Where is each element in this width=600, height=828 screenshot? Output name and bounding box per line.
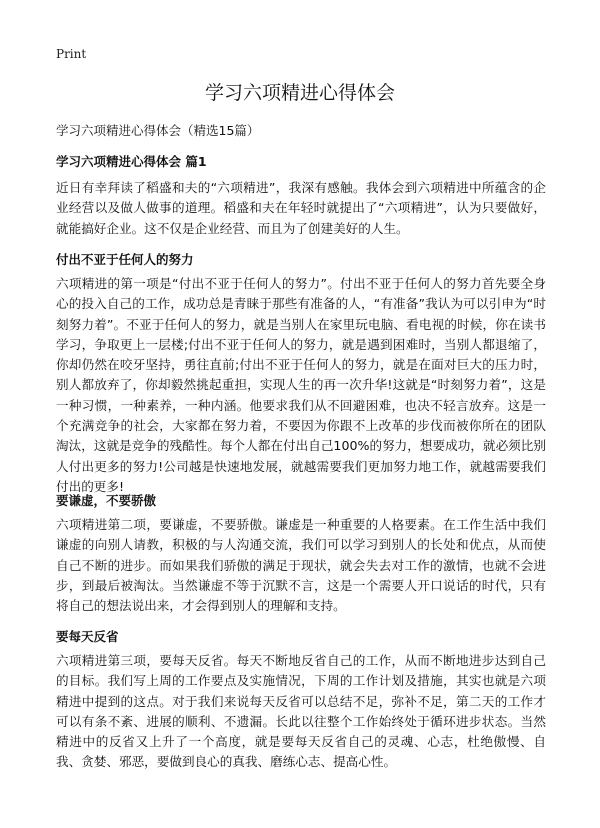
reflection-paragraph: 六项精进第三项，要每天反省。每天不断地反省自己的工作，从而不断地进步达到自己的目标。我们写上周的工作要点及实施情况，下周的工作计划及措施，其实也就是六项精进中提到的这点。对于我们来说每天反省可以总结不足，弥补不足，第二天的工作才可以有条不紊、进展的顺利、不遗漏。长此以往整个工作始终处于循环进步状态。当然精进中的反省又上升了一个高度，就是要每天反省自己的灵魂、心志，杜绝傲慢、自我、贪婪、邪恶，要做到良心的真我、磨练心志、提高心性。 — [56, 653, 546, 770]
effort-paragraph: 六项精进的第一项是“付出不亚于任何人的努力”。付出不亚于任何人的努力首先要全身心的投入自己的工作，成功总是青睐于那些有准备的人，“有准备”我认为可以引申为“时刻努力着”。不亚于任何人的努力，就是当别人在家里玩电脑、看电视的时候，你在读书学习，争取更上一层楼;付出不亚于任何人的努力，就是遇到困难时，当别人都退缩了，你却仍然在咬牙坚持，勇往直前;付出不亚于任何人的努力，就是在面对巨大的压力时，别人都放弃了，你却毅然挑起重担，实现人生的再一次升华!这就是“时刻努力着”，这是一种习惯，一种素养，一种内涵。他要求我们从不回避困难，也决不轻言放弃。这是一个充满竞争的社会，大家都在努力着，不要因为你跟不上改革的步伐而被你所在的团队淘汰，这就是竞争的残酷性。每个人都在付出自己100%的努力，想要成功，就必须比别人付出更多的努力!公司越是快速地发展，就越需要我们更加努力地工作，就越需要我们付出的更多! — [56, 276, 546, 494]
document-title: 学习六项精进心得体会 — [204, 82, 395, 104]
document-subtitle: 学习六项精进心得体会（精选15篇） — [56, 123, 260, 138]
intro-paragraph: 近日有幸拜读了稻盛和夫的“六项精进”，我深有感触。我体会到六项精进中所蕴含的企业经营以及做人做事的道理。稻盛和夫在年轻时就提出了“六项精进”，认为只要做好，就能搞好企业。这不仅是企业经营、而且为了创建美好的人生。 — [56, 180, 546, 236]
section-heading-reflection: 要每天反省 — [56, 629, 119, 644]
section-heading-effort: 付出不亚于任何人的努力 — [56, 252, 194, 267]
humility-paragraph: 六项精进第二项，要谦虚，不要骄傲。谦虚是一种重要的人格要素。在工作生活中我们谦虚的向别人请教，积极的与人沟通交流，我们可以学习到别人的长处和优点，从而使自己不断的进步。而如果我们骄傲的满足于现状，就会失去对工作的激情，也就不会进步，到最后被淘汰。当然谦虚不等于沉默不言，这是一个需要人开口说话的时代，只有将自己的想法说出来，才会得到别人的理解和支持。 — [56, 517, 546, 614]
print-label: Print — [56, 47, 87, 61]
section-heading-humility: 要谦虚，不要骄傲 — [56, 493, 157, 508]
article-heading: 学习六项精进心得体会 篇1 — [56, 154, 207, 169]
